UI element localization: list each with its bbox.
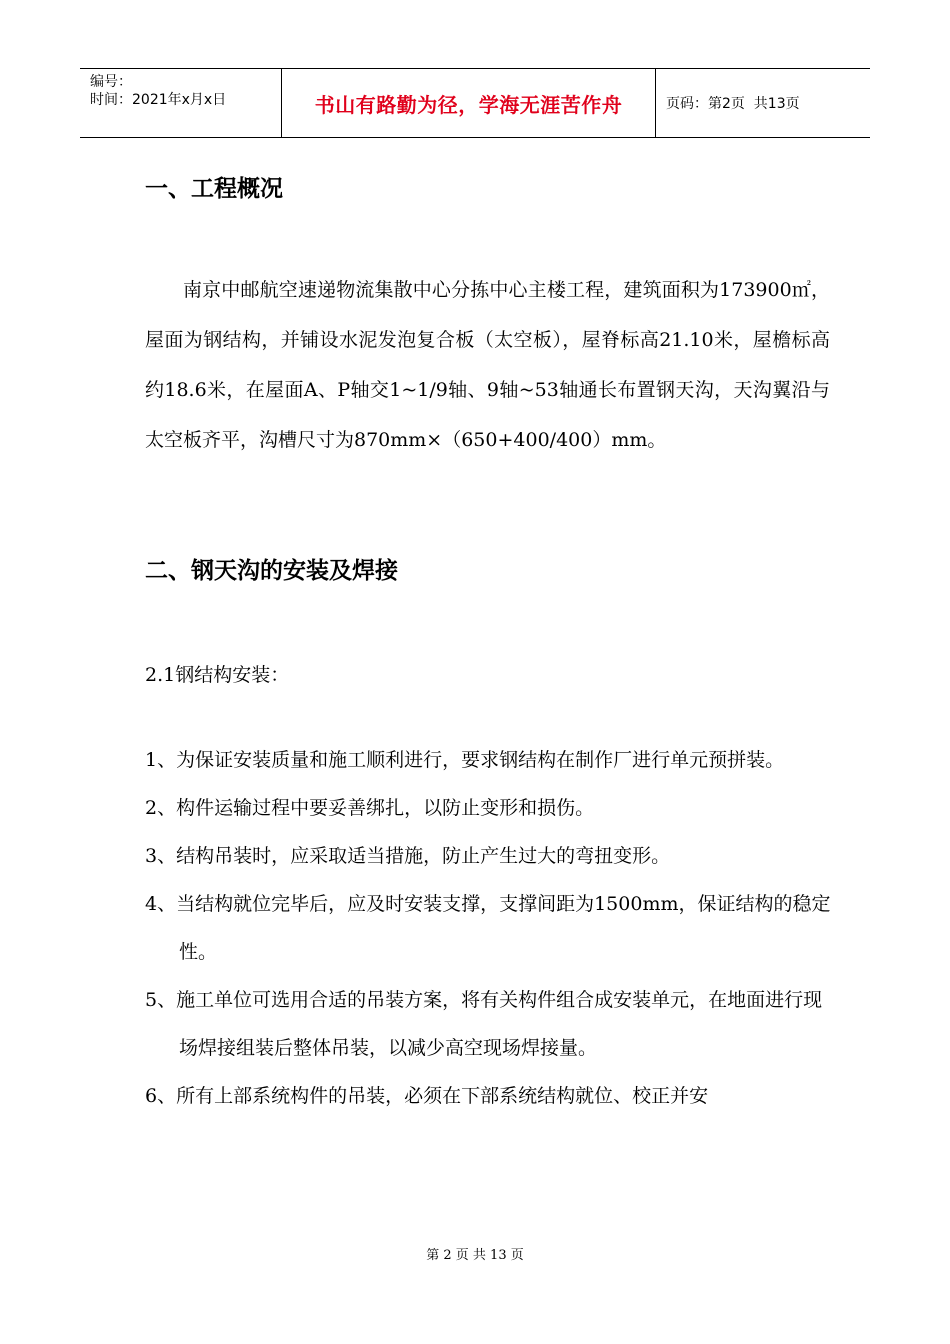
list-item: 2、构件运输过程中要妥善绑扎，以防止变形和损伤。: [145, 797, 595, 819]
header-page-info-cell: [656, 69, 870, 137]
list-item: 5、施工单位可选用合适的吊装方案，将有关构件组合成安装单元，在地面进行现场焊接组装后整体吊装，以减少高空现场焊接量。: [145, 989, 823, 1059]
list-item: 6、所有上部系统构件的吊装，必须在下部系统结构就位、校正并安: [145, 1085, 709, 1107]
page-footer: 第 2 页 共 13 页: [426, 1248, 524, 1263]
list-item: 3、结构吊装时，应采取适当措施，防止产生过大的弯扭变形。: [145, 845, 671, 867]
header-meta: [80, 69, 282, 137]
header-motto: 书山有路勤为径，学海无涯苦作舟: [282, 69, 656, 137]
header-number-label: 编号：: [90, 74, 132, 90]
list-item: 4、当结构就位完毕后，应及时安装支撑，支撑间距为1500mm，保证结构的稳定性。: [145, 893, 831, 963]
header-page-info: 页码：第2页 共13页: [666, 96, 800, 112]
overview-paragraph: 南京中邮航空速递物流集散中心分拣中心主楼工程，建筑面积为173900㎡，屋面为钢结构，并铺设水泥发泡复合板（太空板），屋脊标高21.10米，屋檐标高约18.6米，在屋面A、P轴交1~1/9轴、9轴~53轴通长布置钢天沟，天沟翼沿与太空板齐平，沟槽尺寸为870mm×（650+400/400）mm。: [145, 279, 830, 451]
installation-list: [145, 736, 835, 1120]
document-header: [80, 68, 870, 138]
section-title-installation: 二、钢天沟的安装及焊接: [145, 558, 398, 584]
subsection-title: 2.1钢结构安装：: [145, 664, 290, 686]
list-item: 1、为保证安装质量和施工顺利进行，要求钢结构在制作厂进行单元预拼装。: [145, 749, 785, 771]
header-time-label: 时间：2021年x月x日: [90, 92, 227, 108]
section-title-overview: 一、工程概况: [145, 176, 283, 202]
